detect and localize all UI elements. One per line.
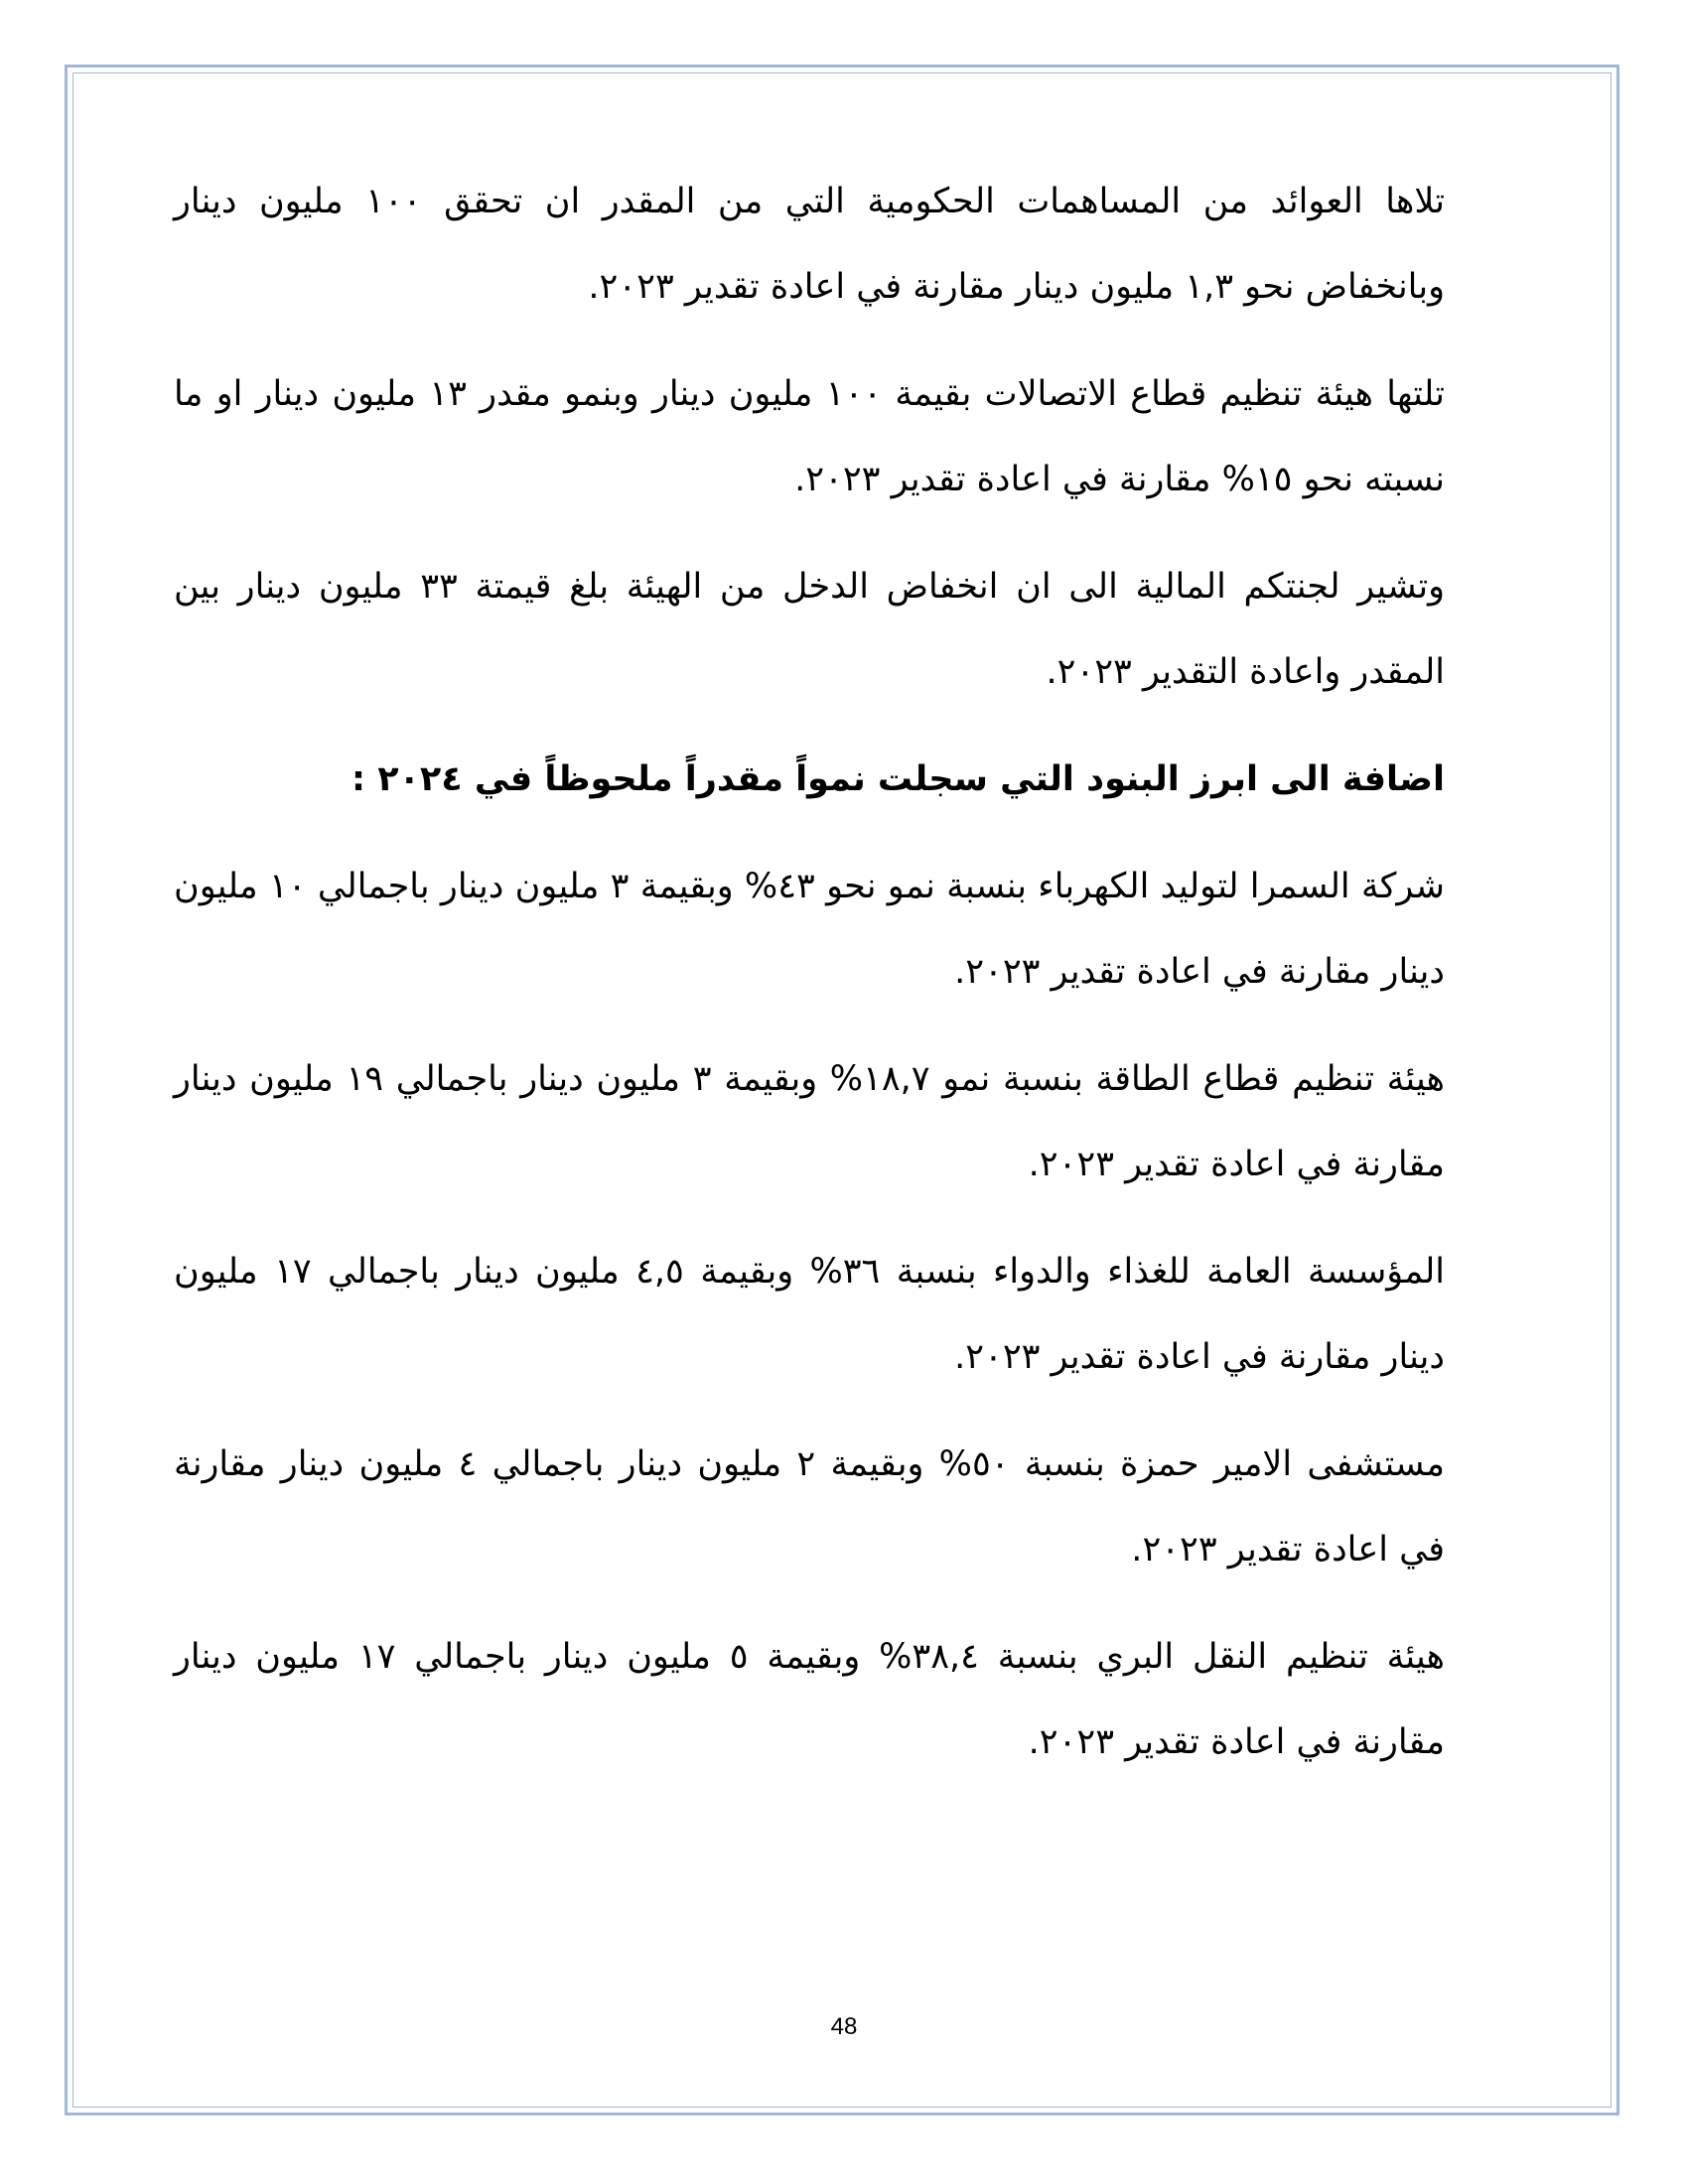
- section-heading: اضافة الى ابرز البنود التي سجلت نمواً مقدراً ملحوظاً في ٢٠٢٤ :: [352, 759, 1445, 799]
- page-number: 48: [830, 2013, 858, 2040]
- document-body: [174, 159, 1445, 1807]
- paragraph-telecom-regulatory: تلتها هيئة تنظيم قطاع الاتصالات بقيمة ١٠٠ مليون دينار وبنمو مقدر ١٣ مليون دينار او ما نسبته نحو ١٥% مقارنة في اعادة تقدير ٢٠٢٣.: [174, 374, 1445, 499]
- item-samra-electric: شركة السمرا لتوليد الكهرباء بنسبة نمو نحو ٤٣% وبقيمة ٣ مليون دينار باجمالي ١٠ مليون دينار مقارنة في اعادة تقدير ٢٠٢٣.: [174, 867, 1446, 992]
- item-energy-regulatory: هيئة تنظيم قطاع الطاقة بنسبة نمو ١٨,٧% وبقيمة ٣ مليون دينار باجمالي ١٩ مليون دينار مقارنة في اعادة تقدير ٢٠٢٣.: [174, 1059, 1445, 1184]
- paragraph-finance-committee-note: وتشير لجنتكم المالية الى ان انخفاض الدخل من الهيئة بلغ قيمتة ٣٣ مليون دينار بين المقدر واعادة التقدير ٢٠٢٣.: [174, 567, 1445, 692]
- item-prince-hamzah-hospital: مستشفى الامير حمزة بنسبة ٥٠% وبقيمة ٢ مليون دينار باجمالي ٤ مليون دينار مقارنة في اعادة تقدير ٢٠٢٣.: [174, 1444, 1445, 1570]
- item-food-drug: المؤسسة العامة للغذاء والدواء بنسبة ٣٦% وبقيمة ٤,٥ مليون دينار باجمالي ١٧ مليون دينار مقارنة في اعادة تقدير ٢٠٢٣.: [174, 1252, 1445, 1377]
- paragraph-government-contributions: تلاها العوائد من المساهمات الحكومية التي من المقدر ان تحقق ١٠٠ مليون دينار وبانخفاض نحو ١,٣ مليون دينار مقارنة في اعادة تقدير ٢٠٢٣.: [174, 182, 1445, 307]
- item-land-transport: هيئة تنظيم النقل البري بنسبة ٣٨,٤% وبقيمة ٥ مليون دينار باجمالي ١٧ مليون دينار مقارنة في اعادة تقدير ٢٠٢٣.: [174, 1637, 1446, 1762]
